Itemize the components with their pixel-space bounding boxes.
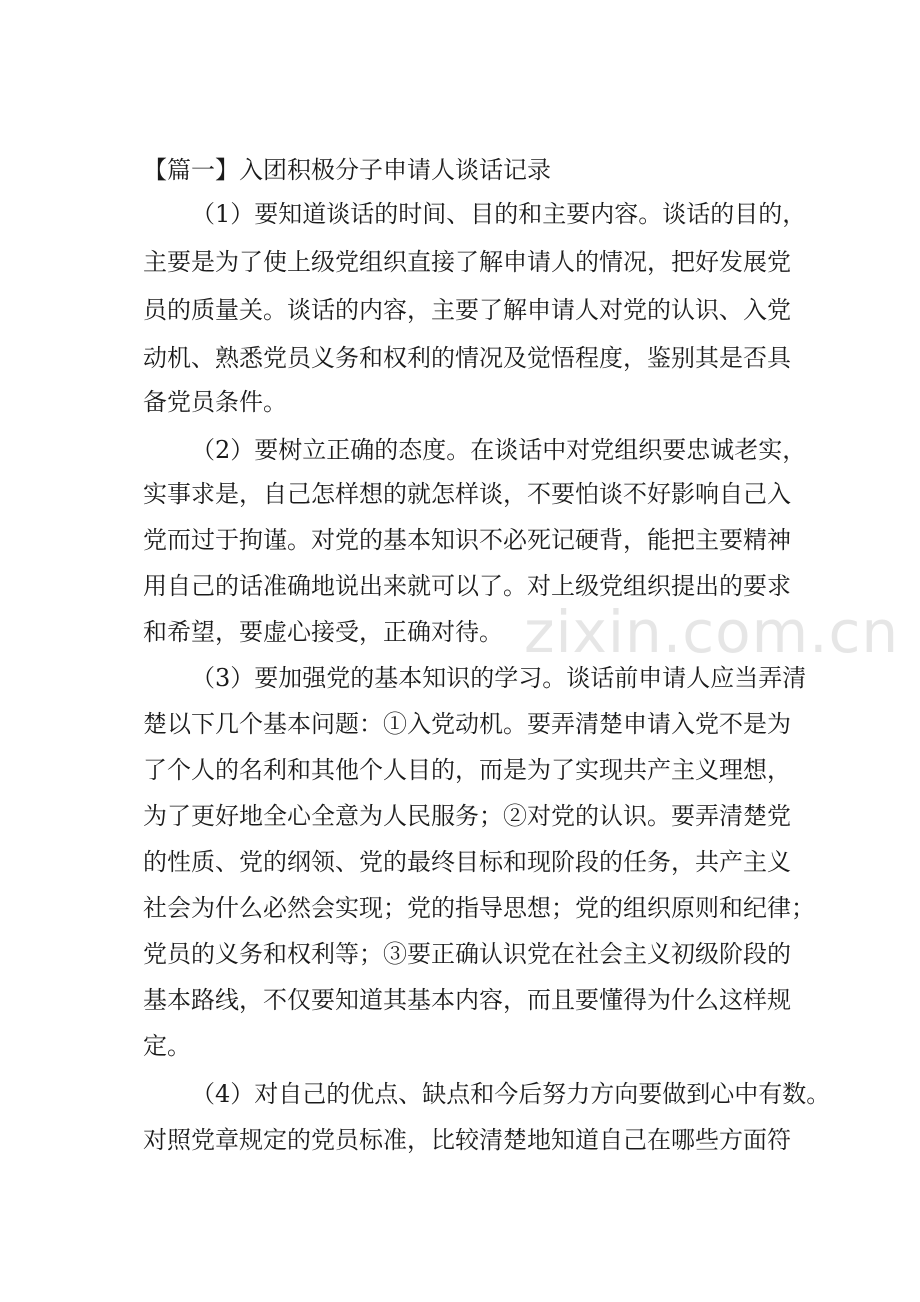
paragraph-4-line-1: （4）对自己的优点、缺点和今后努力方向要做到心中有数。 [191,1080,831,1108]
paragraph-1-line-3: 员的质量关。谈话的内容，主要了解申请人对党的认识、入党 [143,296,791,324]
paragraph-2-line-5: 和希望，要虚心接受，正确对待。 [143,618,503,646]
paragraph-3-line-3: 了个人的名利和其他个人目的，而是为了实现共产主义理想， [143,756,791,784]
paragraph-3-line-1: （3）要加强党的基本知识的学习。谈话前申请人应当弄清 [191,664,807,692]
document-title: 【篇一】入团积极分子申请人谈话记录 [143,156,551,184]
paragraph-4-line-2: 对照党章规定的党员标准，比较清楚地知道自己在哪些方面符 [143,1126,791,1154]
paragraph-1-line-5: 备党员条件。 [143,388,287,416]
paragraph-3-line-7: 党员的义务和权利等；③要正确认识党在社会主义初级阶段的 [143,940,791,968]
paragraph-3-line-6: 社会为什么必然会实现；党的指导思想；党的组织原则和纪律； [143,894,815,922]
paragraph-1-line-2: 主要是为了使上级党组织直接了解申请人的情况，把好发展党 [143,248,791,276]
paragraph-3-line-8: 基本路线，不仅要知道其基本内容，而且要懂得为什么这样规 [143,986,791,1014]
paragraph-2-line-4: 用自己的话准确地说出来就可以了。对上级党组织提出的要求 [143,572,791,600]
paragraph-2-line-3: 党而过于拘谨。对党的基本知识不必死记硬背，能把主要精神 [143,526,791,554]
paragraph-1-line-4: 动机、熟悉党员义务和权利的情况及觉悟程度，鉴别其是否具 [143,344,791,372]
watermark: zixin.com.cn [524,598,900,666]
paragraph-3-line-5: 的性质、党的纲领、党的最终目标和现阶段的任务，共产主义 [143,848,791,876]
paragraph-3-line-2: 楚以下几个基本问题：①入党动机。要弄清楚申请入党不是为 [143,710,791,738]
paragraph-3-line-4: 为了更好地全心全意为人民服务；②对党的认识。要弄清楚党 [143,802,791,830]
paragraph-2-line-2: 实事求是，自己怎样想的就怎样谈，不要怕谈不好影响自己入 [143,480,791,508]
paragraph-1-line-1: （1）要知道谈话的时间、目的和主要内容。谈话的目的， [191,200,807,228]
paragraph-3-line-9: 定。 [143,1032,191,1060]
paragraph-2-line-1: （2）要树立正确的态度。在谈话中对党组织要忠诚老实， [191,436,807,464]
